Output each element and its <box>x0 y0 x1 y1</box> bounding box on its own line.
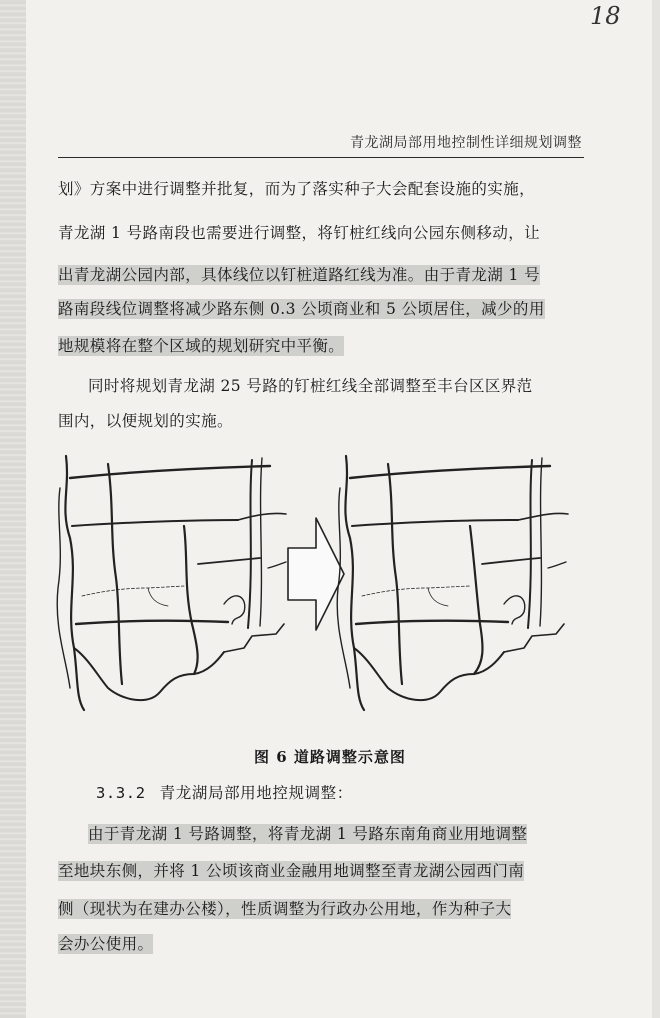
transition-arrow-icon <box>288 518 344 630</box>
paragraph-line <box>58 898 588 920</box>
section-title: 青龙湖局部用地控规调整： <box>159 784 353 802</box>
paragraph-line <box>58 860 588 882</box>
highlighted-text: 地规模将在整个区域的规划研究中平衡。 <box>58 337 345 355</box>
highlighted-text: 出青龙湖公园内部，具体线位以钉桩道路红线为准。由于青龙湖 1 号 <box>58 266 541 284</box>
paragraph-line <box>58 933 588 955</box>
section-number: 3.3.2 <box>96 784 146 802</box>
highlighted-text: 路南段线位调整将减少路东侧 0.3 公顷商业和 5 公顷居住，减少的用 <box>58 300 545 318</box>
paragraph-text: 同时将规划青龙湖 25 号路的钉桩红线全部调整至丰台区区界范 <box>88 377 533 395</box>
highlighted-text: 至地块东侧，并将 1 公顷该商业金融用地调整至青龙湖公园西门南 <box>58 862 525 880</box>
page-number: 18 <box>590 2 621 30</box>
paragraph-line <box>58 178 588 200</box>
section-heading <box>96 781 516 803</box>
map-before <box>57 456 286 710</box>
paragraph-line <box>58 335 588 357</box>
highlighted-text: 会办公使用。 <box>58 935 154 953</box>
figure-caption: 图 6 道路调整示意图 <box>254 748 406 766</box>
highlighted-text: 侧（现状为在建办公楼），性质调整为行政办公用地，作为种子大 <box>58 900 512 918</box>
road-adjustment-figure <box>48 448 608 738</box>
header-rule <box>58 157 584 158</box>
scan-right-edge <box>652 0 660 1018</box>
map-after <box>337 456 568 710</box>
paragraph-text: 围内，以便规划的实施。 <box>58 412 233 430</box>
paragraph-text: 划》方案中进行调整并批复，而为了落实种子大会配套设施的实施， <box>58 180 536 198</box>
scan-left-edge <box>0 0 26 1018</box>
paragraph-text: 青龙湖 1 号路南段也需要进行调整，将钉桩红线向公园东侧移动，让 <box>58 224 541 242</box>
paragraph-line <box>58 222 588 244</box>
paragraph-line <box>88 375 588 397</box>
paragraph-line <box>58 298 588 320</box>
highlighted-text: 由于青龙湖 1 号路调整，将青龙湖 1 号路东南角商业用地调整 <box>88 825 528 843</box>
paragraph-line <box>58 264 588 286</box>
paragraph-line <box>88 823 588 845</box>
running-header: 青龙湖局部用地控制性详细规划调整 <box>350 135 582 151</box>
paragraph-line <box>58 410 588 432</box>
